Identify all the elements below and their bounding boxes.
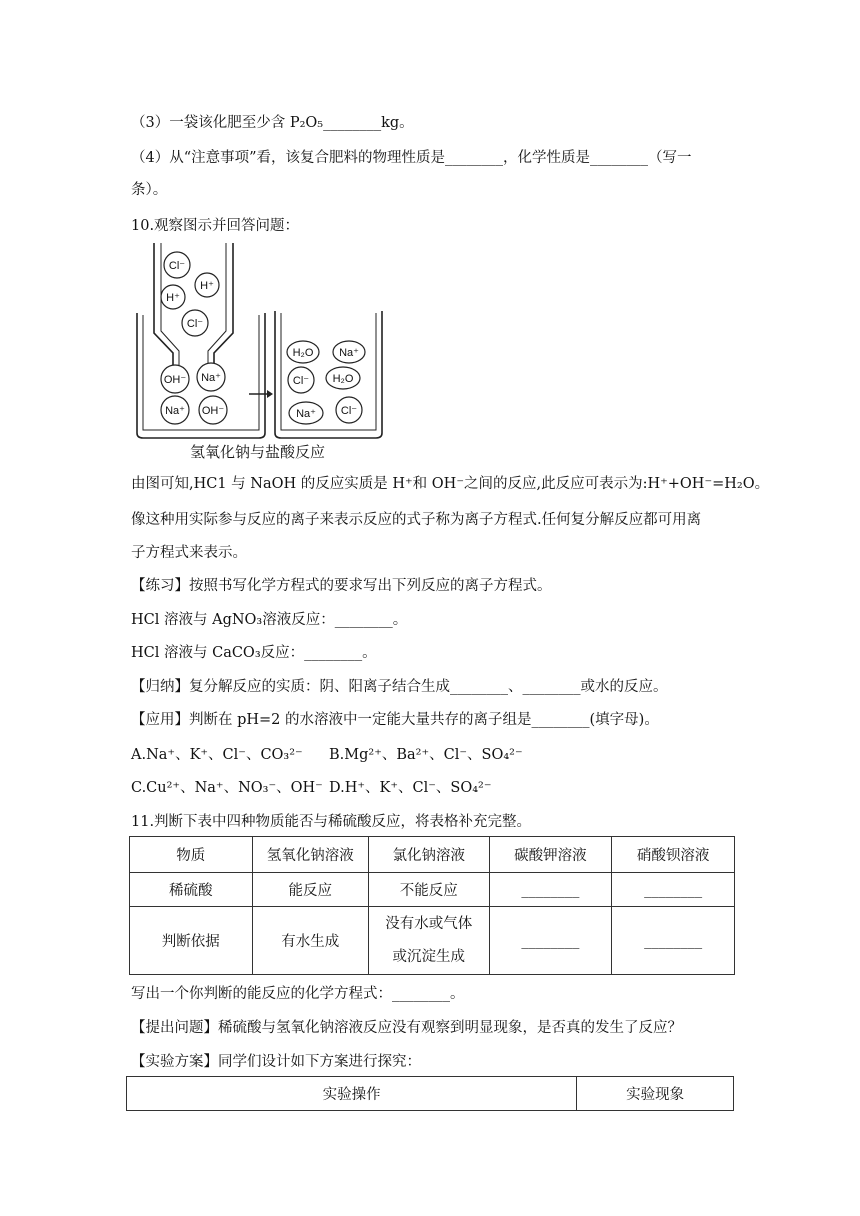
q10-practice-2: HCl 溶液与 CaCO₃反应：________。 [131, 645, 377, 661]
q11-question: 【提出问题】稀硫酸与氢氧化钠溶液反应没有观察到明显现象，是否真的发生了反应？ [131, 1020, 682, 1036]
reaction-table [129, 836, 735, 975]
table-cell-blank[interactable]: ________ [489, 873, 612, 907]
q11-title: 11.判断下表中四种物质能否与稀硫酸反应，将表格补充完整。 [131, 814, 532, 830]
table-header: 硝酸钡溶液 [612, 837, 735, 873]
q11-plan: 【实验方案】同学们设计如下方案进行探究： [131, 1054, 421, 1070]
neutralization-illustration [131, 243, 393, 465]
table-header: 实验现象 [577, 1077, 734, 1111]
q10-title: 10.观察图示并回答问题： [131, 218, 300, 234]
q9-item4-line2: 条）。 [131, 182, 168, 198]
ion-label: OH⁻ [201, 405, 225, 417]
table-cell-blank[interactable]: ________ [489, 907, 612, 975]
q9-item4-line1: （4）从“注意事项”看，该复合肥料的物理性质是________，化学性质是________（写一 [131, 150, 692, 166]
q10-paragraph-line2: 像这种用实际参与反应的离子来表示反应的式子称为离子方程式.任何复分解反应都可用离 [131, 512, 702, 528]
q10-application: 【应用】判断在 pH=2 的水溶液中一定能大量共存的离子组是________(填字母)。 [131, 712, 659, 728]
option-c: C.Cu²⁺、Na⁺、NO₃⁻、OH⁻ [131, 780, 323, 796]
table-cell-blank[interactable]: ________ [612, 873, 735, 907]
ion-label: Na⁺ [296, 408, 316, 420]
q10-summary: 【归纳】复分解反应的实质：阴、阳离子结合生成________、________或水的反应。 [131, 679, 668, 695]
ion-label: Cl⁻ [292, 375, 310, 387]
q10-practice-1: HCl 溶液与 AgNO₃溶液反应：________。 [131, 612, 408, 628]
arrow-right-icon [249, 390, 273, 398]
ion-label: Na⁺ [339, 347, 359, 359]
table-header: 氢氧化钠溶液 [252, 837, 369, 873]
option-b: B.Mg²⁺、Ba²⁺、Cl⁻、SO₄²⁻ [329, 747, 523, 763]
ion-label: Na⁺ [201, 372, 221, 384]
ion-label: Cl⁻ [186, 318, 204, 330]
table-cell-blank[interactable]: ________ [612, 907, 735, 975]
ion-label: H₂O [332, 373, 354, 385]
table-header: 实验操作 [127, 1077, 577, 1111]
q10-paragraph-line1: 由图可知,HC1 与 NaOH 的反应实质是 H⁺和 OH⁻之间的反应,此反应可表示为:H⁺+OH⁻=H₂O。 [131, 476, 770, 492]
table-cell: 不能反应 [369, 873, 490, 907]
ion-label: Cl⁻ [168, 260, 186, 272]
q9-item3: （3）一袋该化肥至少含 P₂O₅________kg。 [131, 115, 414, 131]
reaction-diagram [131, 243, 393, 465]
q10-practice: 【练习】按照书写化学方程式的要求写出下列反应的离子方程式。 [131, 578, 552, 594]
plan-table [126, 1076, 734, 1111]
table-cell: 稀硫酸 [130, 873, 253, 907]
table-header: 碳酸钾溶液 [489, 837, 612, 873]
ion-label: H₂O [292, 347, 314, 359]
table-cell: 判断依据 [130, 907, 253, 975]
figure-caption: 氢氧化钠与盐酸反应 [190, 443, 326, 461]
option-a: A.Na⁺、K⁺、Cl⁻、CO₃²⁻ [131, 747, 303, 763]
table-header: 氯化钠溶液 [369, 837, 490, 873]
table-cell-line: 或沉淀生成 [392, 948, 466, 965]
option-d: D.H⁺、K⁺、Cl⁻、SO₄²⁻ [329, 780, 492, 796]
ion-label: H⁺ [166, 292, 180, 304]
table-cell: 有水生成 [252, 907, 369, 975]
q11-equation-prompt: 写出一个你判断的能反应的化学方程式：________。 [131, 986, 465, 1002]
table-cell [369, 907, 490, 975]
ion-label: Na⁺ [165, 405, 185, 417]
table-cell: 能反应 [252, 873, 369, 907]
ion-label: H⁺ [200, 280, 214, 292]
table-cell-line: 没有水或气体 [385, 915, 473, 932]
table-header: 物质 [130, 837, 253, 873]
ion-label: Cl⁻ [340, 405, 358, 417]
q10-paragraph-line3: 子方程式来表示。 [131, 545, 247, 561]
ion-label: OH⁻ [163, 374, 187, 386]
